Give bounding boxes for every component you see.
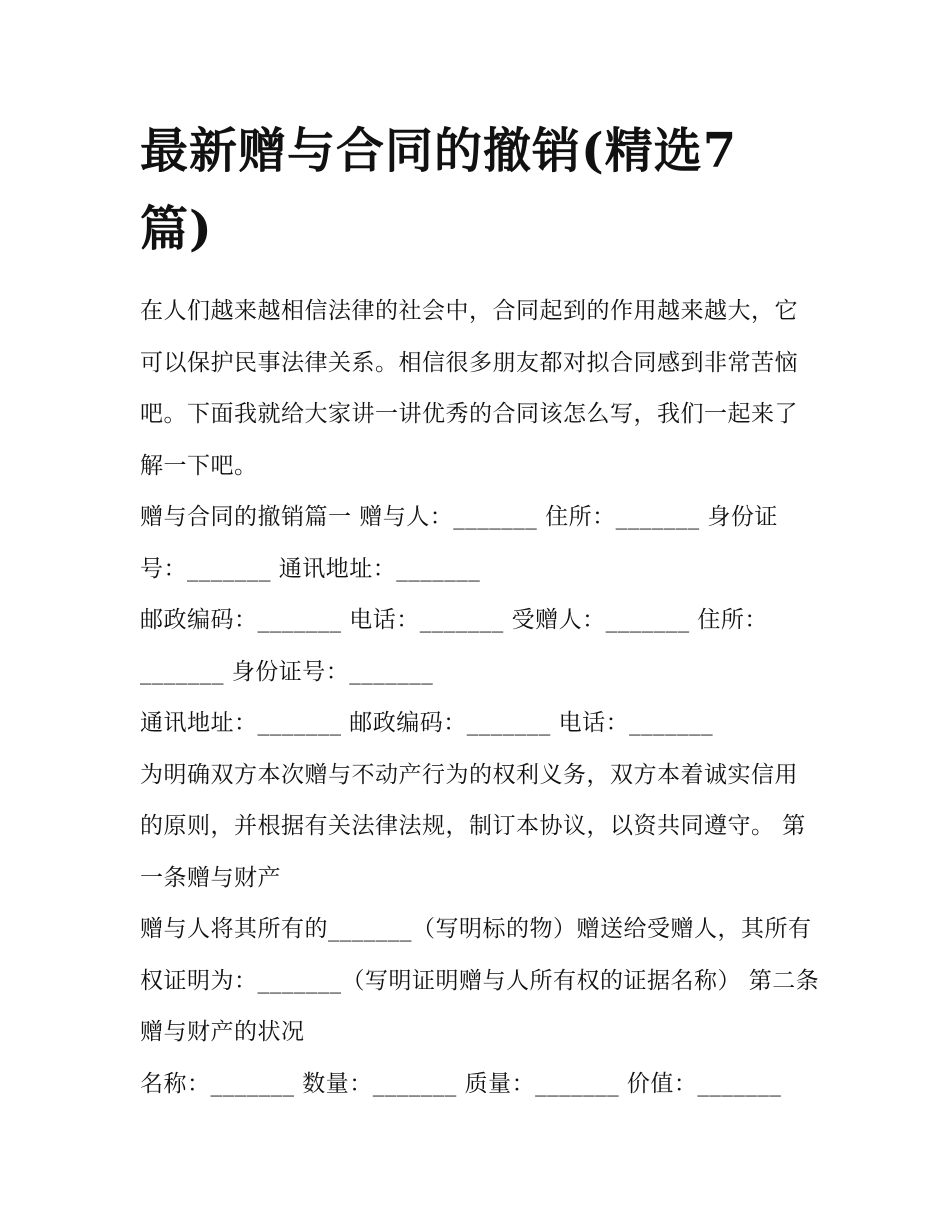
gift-property-paragraph: 赠与人将其所有的_______（写明标的物）赠送给受赠人，其所有权证明为：_______（写明证明赠与人所有权的证据名称） 第二条赠与财产的状况: [140, 916, 820, 1045]
purpose-paragraph: 为明确双方本次赠与不动产行为的权利义务，双方本着诚实信用的原则，并根据有关法律法规，制订本协议，以资共同遵守。 第一条赠与财产: [140, 761, 806, 891]
donee-contact-paragraph: 通讯地址：_______ 邮政编码：_______ 电话：_______: [140, 710, 714, 736]
document-page: [140, 112, 820, 1110]
document-title: 最新赠与合同的撤销(精选7篇): [140, 123, 738, 257]
donee-info-paragraph: 邮政编码：_______ 电话：_______ 受赠人：_______ 住所：_______ 身份证号：_______: [140, 607, 768, 685]
intro-paragraph: 在人们越来越相信法律的社会中，合同起到的作用越来越大，它可以保护民事法律关系。相信很多朋友都对拟合同感到非常苦恼吧。下面我就给大家讲一讲优秀的合同该怎么写，我们一起来了解一下吧。: [140, 298, 798, 479]
donor-info-paragraph: 赠与合同的撤销篇一 赠与人：_______ 住所：_______ 身份证号：_______ 通讯地址：_______: [140, 504, 778, 582]
property-status-paragraph: 名称：_______ 数量：_______ 质量：_______ 价值：_______: [140, 1070, 782, 1097]
